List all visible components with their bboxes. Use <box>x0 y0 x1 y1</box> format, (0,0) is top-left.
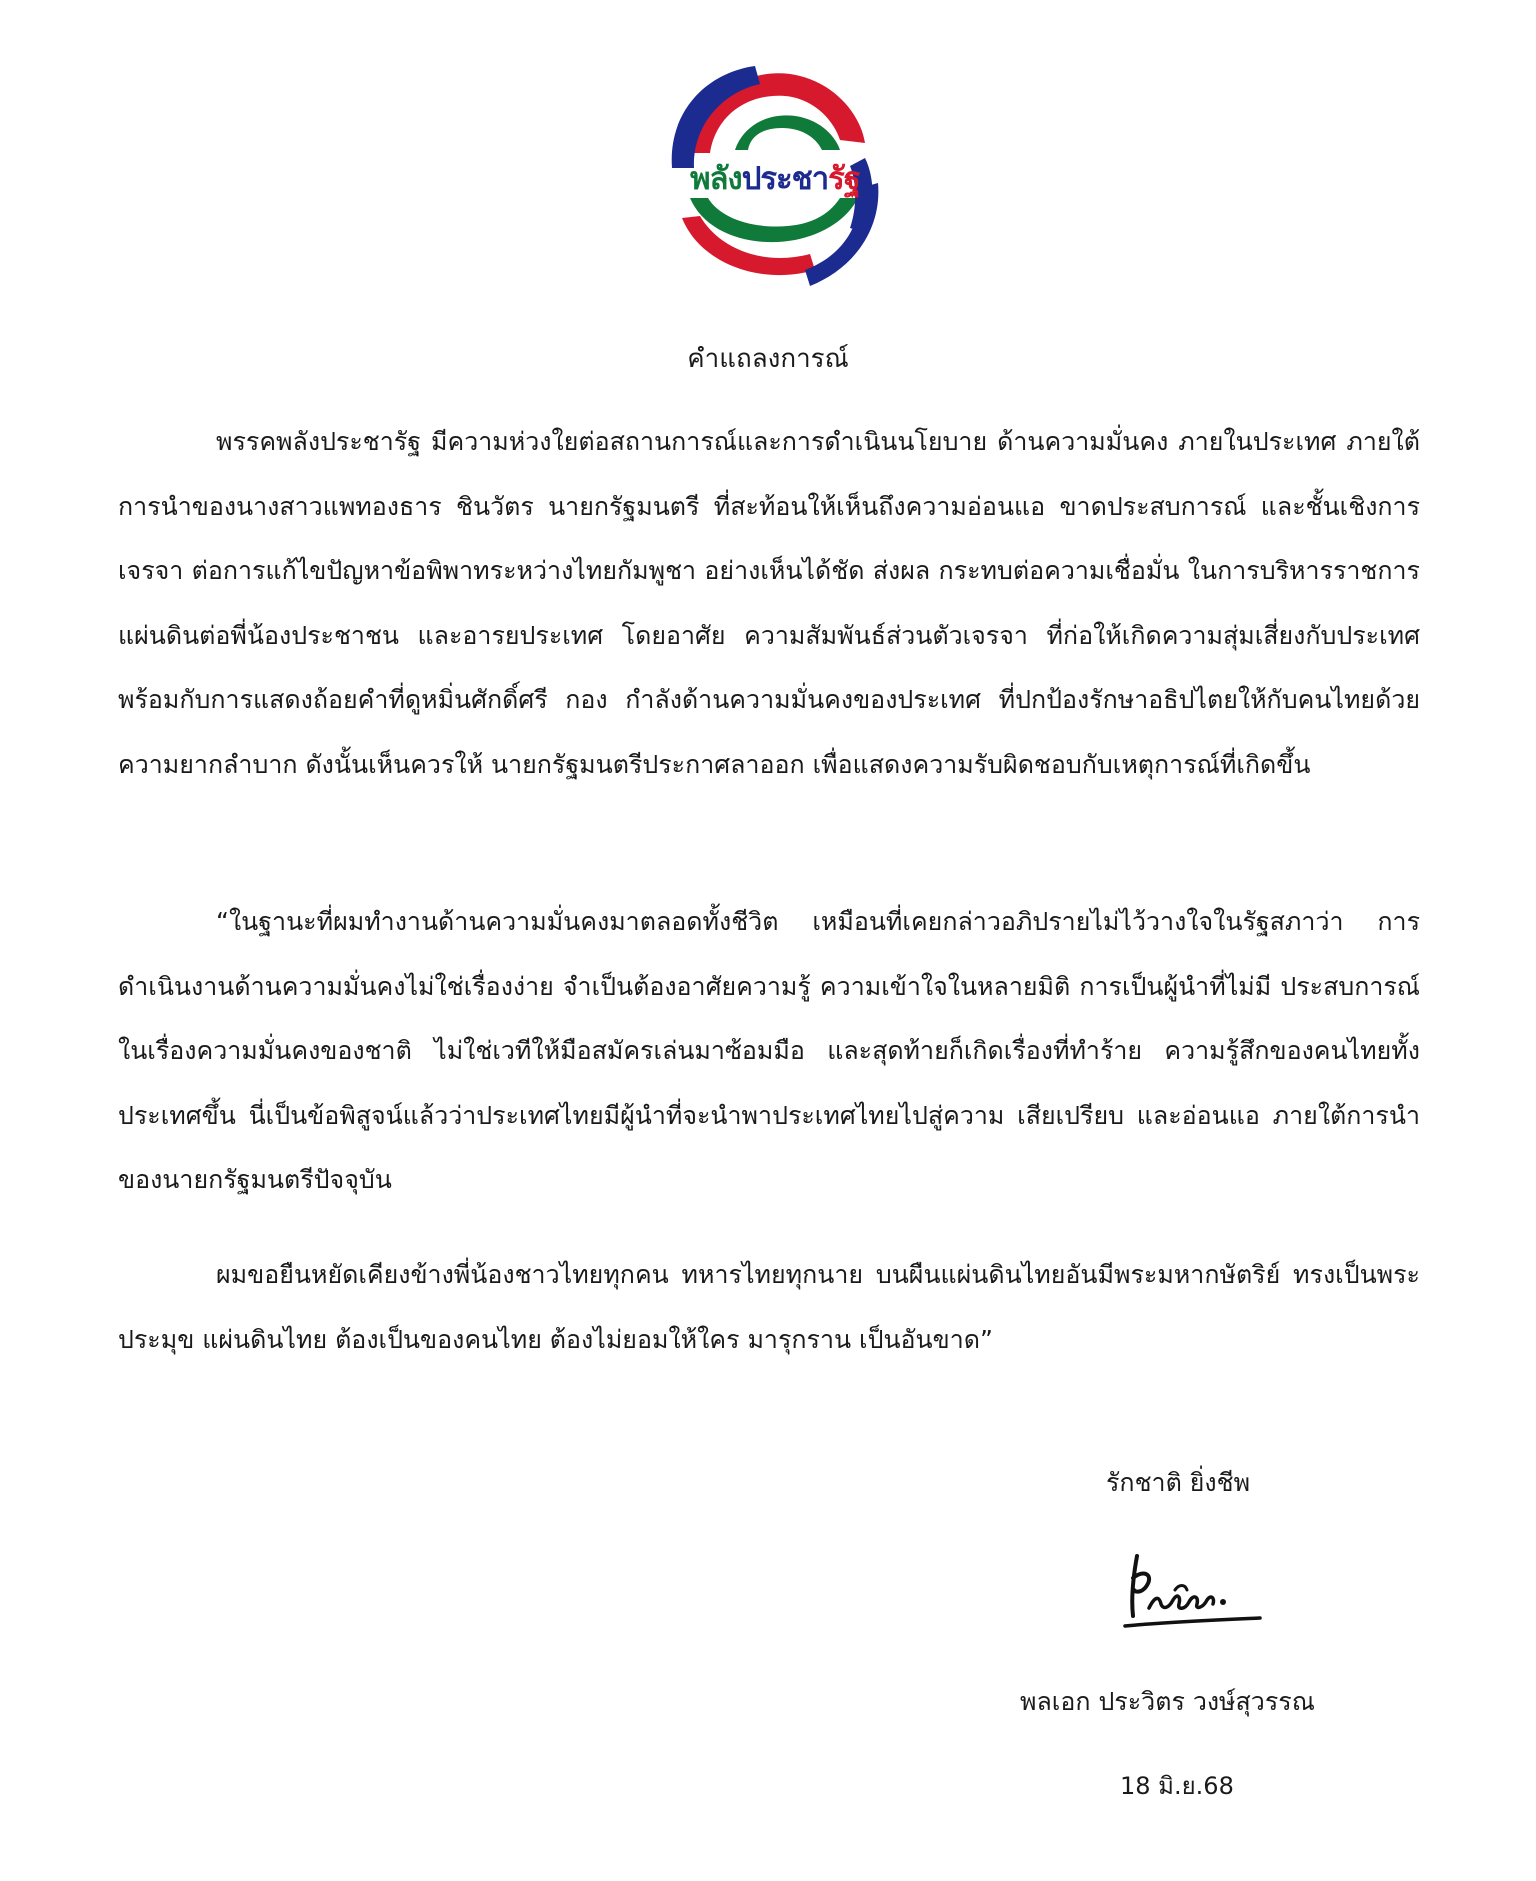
paragraph-1: พรรคพลังประชารัฐ มีความห่วงใยต่อสถานการณ์และการดำเนินนโยบาย ด้านความมั่นคง ภายในประเทศ ภายใต้การนำของนางสาวแพทองธาร ชินวัตร นายกรัฐมนตรี ที่สะท้อนให้เห็นถึงความอ่อนแอ ขาดประสบการณ์ และชั้นเชิงการเจรจา ต่อการแก้ไขปัญหาข้อพิพาทระหว่างไทยกัมพูชา อย่างเห็นได้ชัด ส่งผล กระทบต่อความเชื่อมั่น ในการบริหารราชการแผ่นดินต่อพี่น้องประชาชน และอารยประเทศ โดยอาศัย ความสัมพันธ์ส่วนตัวเจรจา ที่ก่อให้เกิดความสุ่มเสี่ยงกับประเทศ พร้อมกับการแสดงถ้อยคำที่ดูหมิ่นศักดิ์ศรี กอง กำลังด้านความมั่นคงของประเทศ ที่ปกป้องรักษาอธิปไตยให้กับคนไทยด้วยความยากลำบาก ดังนั้นเห็นควรให้ นายกรัฐมนตรีประกาศลาออก เพื่อแสดงความรับผิดชอบกับเหตุการณ์ที่เกิดขึ้น <box>118 427 1420 779</box>
paragraph-3: ผมขอยืนหยัดเคียงข้างพี่น้องชาวไทยทุกคน ทหารไทยทุกนาย บนผืนแผ่นดินไทยอันมีพระมหากษัตริย์ ทรงเป็นพระประมุข แผ่นดินไทย ต้องเป็นของคนไทย ต้องไม่ยอมให้ใคร มารุกราน เป็นอันขาด” <box>118 1260 1420 1354</box>
handwritten-signature <box>1115 1538 1265 1638</box>
paragraph-2: “ในฐานะที่ผมทำงานด้านความมั่นคงมาตลอดทั้งชีวิต เหมือนที่เคยกล่าวอภิปรายไม่ไว้วางใจในรัฐสภาว่า การดำเนินงานด้านความมั่นคงไม่ใช่เรื่องง่าย จำเป็นต้องอาศัยความรู้ ความเข้าใจในหลายมิติ การเป็นผู้นำที่ไม่มี ประสบการณ์ในเรื่องความมั่นคงของชาติ ไม่ใช่เวทีให้มือสมัครเล่นมาซ้อมมือ และสุดท้ายก็เกิดเรื่องที่ทำร้าย ความรู้สึกของคนไทยทั้งประเทศขึ้น นี่เป็นข้อพิสูจน์แล้วว่าประเทศไทยมีผู้นำที่จะนำพาประเทศไทยไปสู่ความ เสียเปรียบ และอ่อนแอ ภายใต้การนำของนายกรัฐมนตรีปัจจุบัน <box>118 907 1420 1194</box>
statement-title: คำแถลงการณ์ <box>687 344 849 374</box>
signer-name: พลเอก ประวิตร วงษ์สุวรรณ <box>1020 1687 1315 1716</box>
party-logo <box>660 58 890 288</box>
closing-phrase: รักชาติ ยิ่งชีพ <box>1106 1468 1251 1497</box>
wordmark-part-3: รัฐ <box>828 161 860 197</box>
wordmark-part-1: พลัง <box>690 161 742 197</box>
statement-date: 18 มิ.ย.68 <box>1120 1772 1234 1800</box>
party-wordmark <box>660 153 890 203</box>
wordmark-part-2: ประชา <box>741 161 829 197</box>
